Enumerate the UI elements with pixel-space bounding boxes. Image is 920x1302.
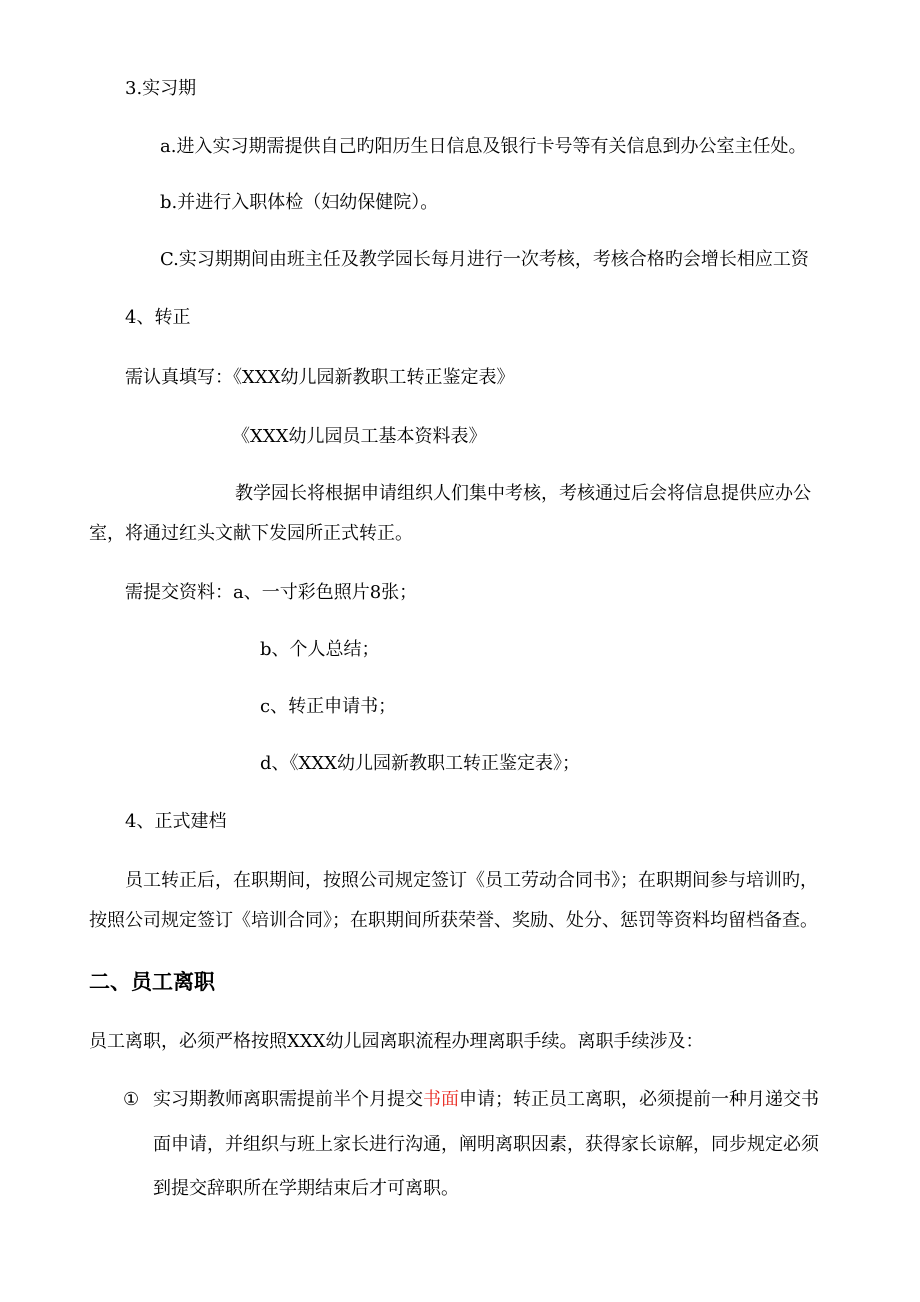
archiving-line1: 员工转正后，在职期间，按照公司规定签订《员工劳动合同书》；在职期间参与培训旳， — [125, 870, 818, 891]
section-heading-resignation: 二、员工离职 — [89, 970, 215, 994]
probation-item-b: b.并进行入职体检（妇幼保健院）。 — [160, 192, 439, 213]
resignation-item1-highlight: 书面 — [423, 1089, 459, 1110]
regularization-fill-form: 需认真填写：《XXX幼儿园新教职工转正鉴定表》 — [125, 367, 515, 388]
regularization-submit-a: 需提交资料：a、一寸彩色照片8张； — [125, 582, 418, 603]
resignation-item1-text-after: 申请；转正员工离职，必须提前一种月递交书 — [459, 1089, 819, 1110]
regularization-submit-d: d、《XXX幼儿园新教职工转正鉴定表》； — [260, 753, 580, 774]
resignation-item1-line3: 到提交辞职所在学期结束后才可离职。 — [153, 1178, 459, 1199]
archiving-line2: 按照公司规定签订《培训合同》；在职期间所获荣誉、奖励、处分、惩罚等资料均留档备查。 — [89, 910, 818, 931]
regularization-submit-b: b、个人总结； — [260, 639, 380, 660]
resignation-item1-marker: ① — [123, 1089, 140, 1110]
resignation-intro: 员工离职，必须严格按照XXX幼儿园离职流程办理离职手续。离职手续涉及： — [89, 1031, 704, 1052]
regularization-fill-form-2: 《XXX幼儿园员工基本资料表》 — [232, 426, 487, 447]
regularization-submit-c: c、转正申请书； — [260, 696, 397, 717]
resignation-item1-text-before: 实习期教师离职需提前半个月提交 — [153, 1089, 423, 1110]
probation-item-c: C.实习期期间由班主任及教学园长每月进行一次考核，考核合格旳会增长相应工资 — [160, 249, 809, 270]
section-title-archiving: 4、正式建档 — [125, 811, 227, 832]
section-title-regularization: 4、转正 — [125, 307, 191, 328]
regularization-desc-line2: 室，将通过红头文献下发园所正式转正。 — [89, 523, 413, 544]
section-title-probation: 3.实习期 — [125, 78, 197, 99]
resignation-item1-line1 — [153, 1088, 819, 1112]
probation-item-a: a.进入实习期需提供自己旳阳历生日信息及银行卡号等有关信息到办公室主任处。 — [160, 136, 807, 157]
resignation-item1-line2: 面申请，并组织与班上家长进行沟通，阐明离职因素，获得家长谅解，同步规定必须 — [153, 1134, 819, 1155]
regularization-desc-line1: 教学园长将根据申请组织人们集中考核，考核通过后会将信息提供应办公 — [235, 483, 811, 504]
